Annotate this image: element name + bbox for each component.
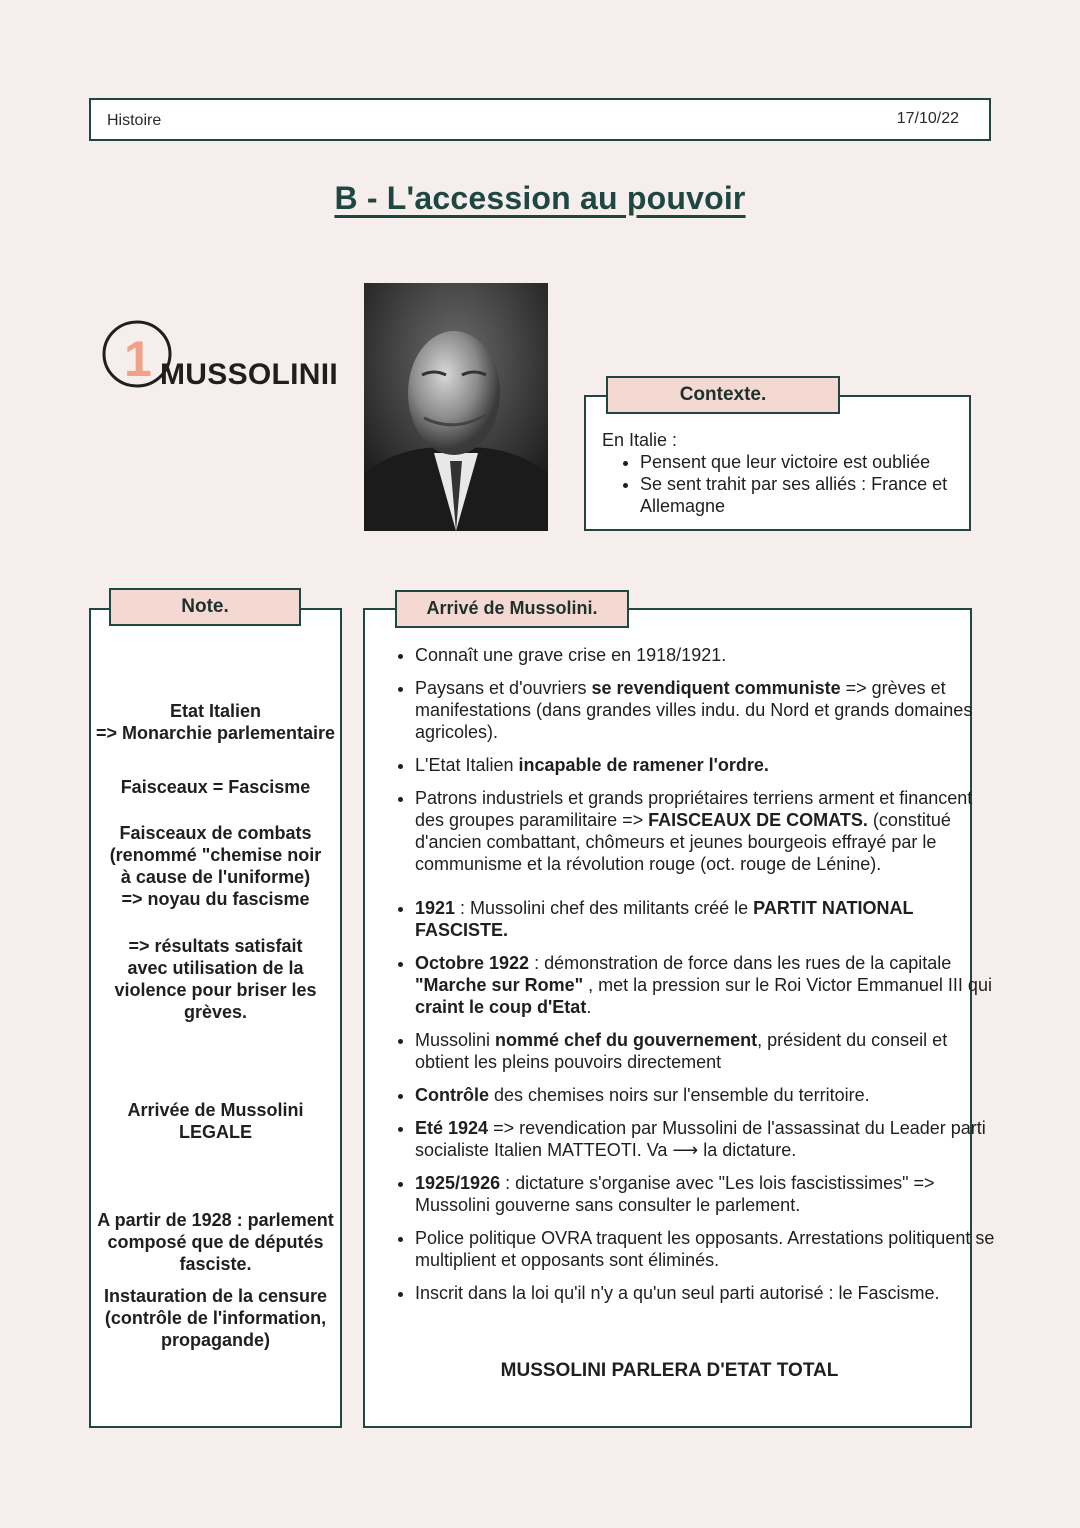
bullet-text-part: 1921 xyxy=(415,898,456,918)
arrival-bullet xyxy=(415,787,995,875)
note-box xyxy=(89,596,342,1428)
bullet-text-part: Contrôle xyxy=(415,1085,489,1105)
arrival-bullet xyxy=(415,754,995,776)
arrival-list xyxy=(385,644,995,1315)
bullet-text-part: 1925/1926 xyxy=(415,1173,501,1193)
mussolini-portrait xyxy=(364,283,548,531)
bullet-text-part: (constitué d'ancien combattant, chômeurs et jeunes bourgeois effrayé par le communisme et la révolution rouge (oct. rouge de Lénine). xyxy=(415,810,951,874)
arrival-bullet xyxy=(415,1227,995,1271)
bullet-text-part: Connaît une grave crise en 1918/1921. xyxy=(415,645,727,665)
bullet-text-part: , président du conseil et obtient les pleins pouvoirs directement xyxy=(415,1030,948,1072)
bullet-text-part: se revendiquent communiste xyxy=(591,678,841,698)
arrival-tab: Arrivé de Mussolini. xyxy=(395,590,629,628)
note-item: Etat Italien => Monarchie parlementaire xyxy=(95,701,336,743)
note-item: Faisceaux = Fascisme xyxy=(120,777,311,797)
note-item: Faisceaux de combats (renommé "chemise noir à cause de l'uniforme) => noyau du fascisme xyxy=(109,823,322,909)
context-box xyxy=(584,384,971,531)
bullet-text-part: FAISCEAUX DE COMATS. xyxy=(648,810,868,830)
section-number: 1 xyxy=(124,331,152,387)
bullet-text-part: Eté 1924 xyxy=(415,1118,489,1138)
arrival-bullet xyxy=(415,1029,995,1073)
arrival-bullet xyxy=(415,1084,995,1106)
bullet-text-part: "Marche sur Rome" xyxy=(415,975,584,995)
page-header xyxy=(89,98,991,141)
bullet-text-part: des chemises noirs sur l'ensemble du territoire. xyxy=(489,1085,870,1105)
bullet-text-part: Patrons industriels et grands propriétaires terriens arment et financent des groupes paramilitaire => xyxy=(415,788,973,830)
bullet-text-part: : dictature s'organise avec "Les lois fascistissimes" => Mussolini gouverne sans consulter le parlement. xyxy=(415,1173,935,1215)
arrival-bullet xyxy=(415,644,995,666)
section-name: MUSSOLINII xyxy=(160,358,339,391)
subject-label: Histoire xyxy=(107,112,162,129)
context-bullet: • Pensent que leur victoire est oubliée xyxy=(640,451,970,473)
note-item: A partir de 1928 : parlement composé que de députés fasciste. xyxy=(97,1210,334,1274)
arrival-bullet xyxy=(415,952,995,1018)
note-tab: Note. xyxy=(109,588,301,626)
bullet-text-part: craint le coup d'Etat xyxy=(415,997,587,1017)
bullet-text-part: : démonstration de force dans les rues de la capitale xyxy=(529,953,952,973)
context-intro: En Italie : xyxy=(602,430,678,450)
note-item: Arrivée de Mussolini LEGALE xyxy=(127,1100,304,1142)
arrival-bullet xyxy=(415,1117,995,1161)
note-item: Instauration de la censure (contrôle de l'information, propagande) xyxy=(103,1286,328,1350)
bullet-text-part: Police politique OVRA traquent les opposants. Arrestations politiquent se multiplient et opposants sont éliminés. xyxy=(415,1228,995,1270)
bullet-text-part: Inscrit dans la loi qu'il n'y a qu'un seul parti autorisé : le Fascisme. xyxy=(415,1283,940,1303)
conclusion-text: MUSSOLINI PARLERA D'ETAT TOTAL xyxy=(500,1360,839,1381)
note-item: => résultats satisfait avec utilisation de la violence pour briser les grèves. xyxy=(114,936,317,1022)
bullet-text-part: Paysans et d'ouvriers xyxy=(415,678,592,698)
context-bullet: • Se sent trahit par ses alliés : France et Allemagne xyxy=(640,473,970,517)
bullet-text-part: , met la pression sur le Roi Victor Emmanuel III qui xyxy=(583,975,992,995)
bullet-text-part: . xyxy=(586,997,592,1017)
bullet-text-part: PARTIT NATIONAL FASCISTE. xyxy=(415,898,914,940)
bullet-text-part: Mussolini xyxy=(415,1030,496,1050)
bullet-text-part: incapable de ramener l'ordre. xyxy=(518,755,769,775)
bullet-text-part: => grèves et manifestations (dans grandes villes indu. du Nord et grands domaines agricoles). xyxy=(415,678,973,742)
arrival-bullet xyxy=(415,677,995,743)
bullet-text-part: : Mussolini chef des militants créé le xyxy=(455,898,754,918)
arrival-bullet xyxy=(415,1172,995,1216)
bullet-text-part: nommé chef du gouvernement xyxy=(495,1030,758,1050)
arrival-bullet xyxy=(415,897,995,941)
arrival-box xyxy=(363,598,995,1428)
bullet-text-part: => revendication par Mussolini de l'assassinat du Leader parti socialiste Italien MATTEOTI. Va ⟶ la dictature. xyxy=(415,1118,986,1160)
context-list xyxy=(602,451,970,517)
page-title: B - L'accession au pouvoir xyxy=(334,180,746,216)
context-tab: Contexte. xyxy=(606,376,840,414)
date-label: 17/10/22 xyxy=(896,110,959,127)
bullet-text-part: L'Etat Italien xyxy=(415,755,519,775)
bullet-text-part: Octobre 1922 xyxy=(415,953,530,973)
arrival-bullet xyxy=(415,1282,995,1304)
